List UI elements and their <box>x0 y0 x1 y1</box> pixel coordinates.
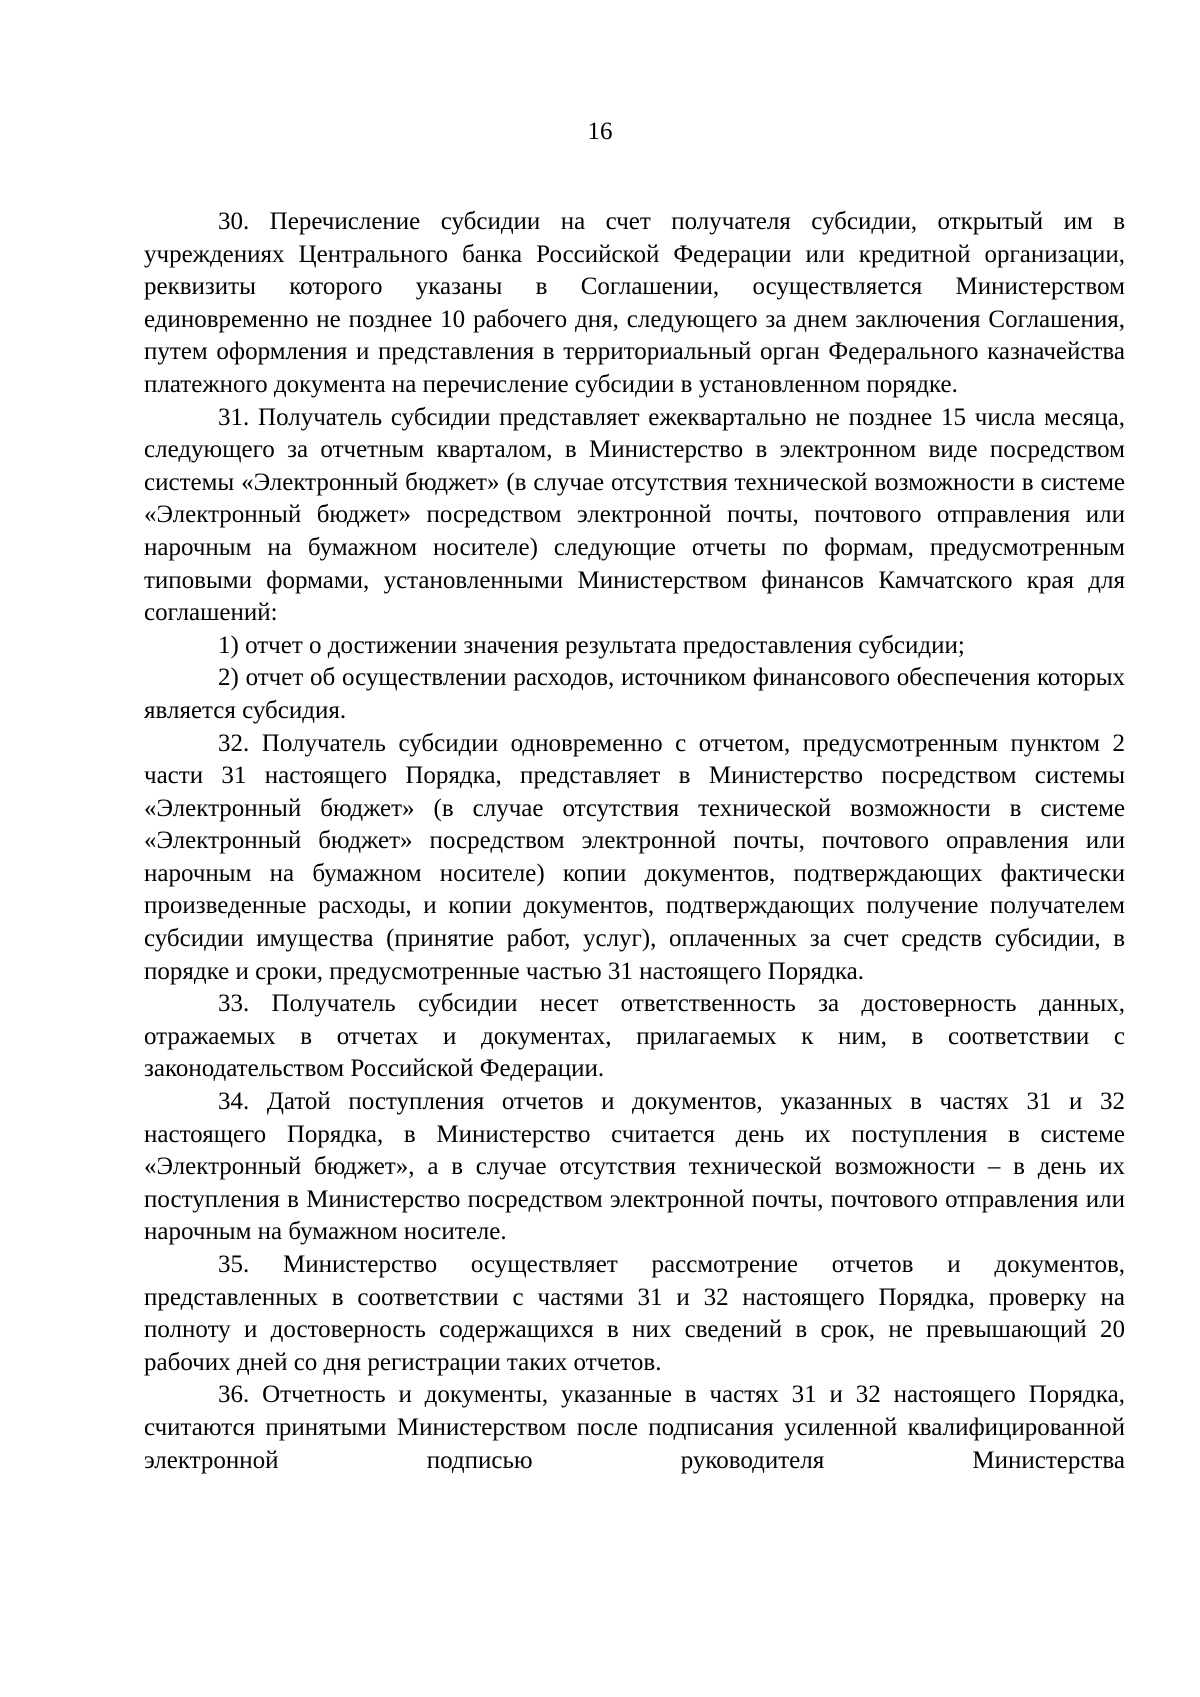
document-body <box>144 206 1125 1477</box>
paragraph-32: 32. Получатель субсидии одновременно с отчетом, предусмотренным пунктом 2 части 31 настоящего Порядка, представляет в Министерство посредством системы «Электронный бюджет» (в случае отсутствия технической возможности в системе «Электронный бюджет» посредством электронной почты, почтового оправления или нарочным на бумажном носителе) копии документов, подтверждающих фактически произведенные расходы, и копии документов, подтверждающих получение получателем субсидии имущества (принятие работ, услуг), оплаченных за счет средств субсидии, в порядке и сроки, предусмотренные частью 31 настоящего Порядка. <box>144 729 1125 985</box>
paragraph-31: 31. Получатель субсидии представляет ежеквартально не позднее 15 числа месяца, следующего за отчетным кварталом, в Министерство в электронном виде посредством системы «Электронный бюджет» (в случае отсутствия технической возможности в системе «Электронный бюджет» посредством электронной почты, почтового отправления или нарочным на бумажном носителе) следующие отчеты по формам, предусмотренным типовыми формами, установленными Министерством финансов Камчатского края для соглашений: <box>144 403 1125 627</box>
page-number: 16 <box>587 118 613 145</box>
paragraph-33: 33. Получатель субсидии несет ответственность за достоверность данных, отражаемых в отчетах и документах, прилагаемых к ним, в соответствии с законодательством Российской Федерации. <box>144 990 1125 1083</box>
paragraph-35: 35. Министерство осуществляет рассмотрение отчетов и документов, представленных в соответствии с частями 31 и 32 настоящего Порядка, проверку на полноту и достоверность содержащихся в них сведений в срок, не превышающий 20 рабочих дней со дня регистрации таких отчетов. <box>144 1251 1125 1376</box>
paragraph-31-item-1: 1) отчет о достижении значения результата предоставления субсидии; <box>218 631 965 659</box>
paragraph-30: 30. Перечисление субсидии на счет получателя субсидии, открытый им в учреждениях Центрального банка Российской Федерации или кредитной организации, реквизиты которого указаны в Соглашении, осуществляется Министерством единовременно не позднее 10 рабочего дня, следующего за днем заключения Соглашения, путем оформления и представления в территориальный орган Федерального казначейства платежного документа на перечисление субсидии в установленном порядке. <box>144 208 1125 398</box>
paragraph-36: 36. Отчетность и документы, указанные в частях 31 и 32 настоящего Порядка, считаются принятыми Министерством после подписания усиленной квалифицированной электронной подписью руководителя Министерства <box>144 1381 1125 1474</box>
paragraph-31-item-2: 2) отчет об осуществлении расходов, источником финансового обеспечения которых является субсидия. <box>144 664 1125 724</box>
paragraph-34: 34. Датой поступления отчетов и документов, указанных в частях 31 и 32 настоящего Порядка, в Министерство считается день их поступления в системе «Электронный бюджет», а в случае отсутствия технической возможности – в день их поступления в Министерство посредством электронной почты, почтового отправления или нарочным на бумажном носителе. <box>144 1088 1125 1246</box>
